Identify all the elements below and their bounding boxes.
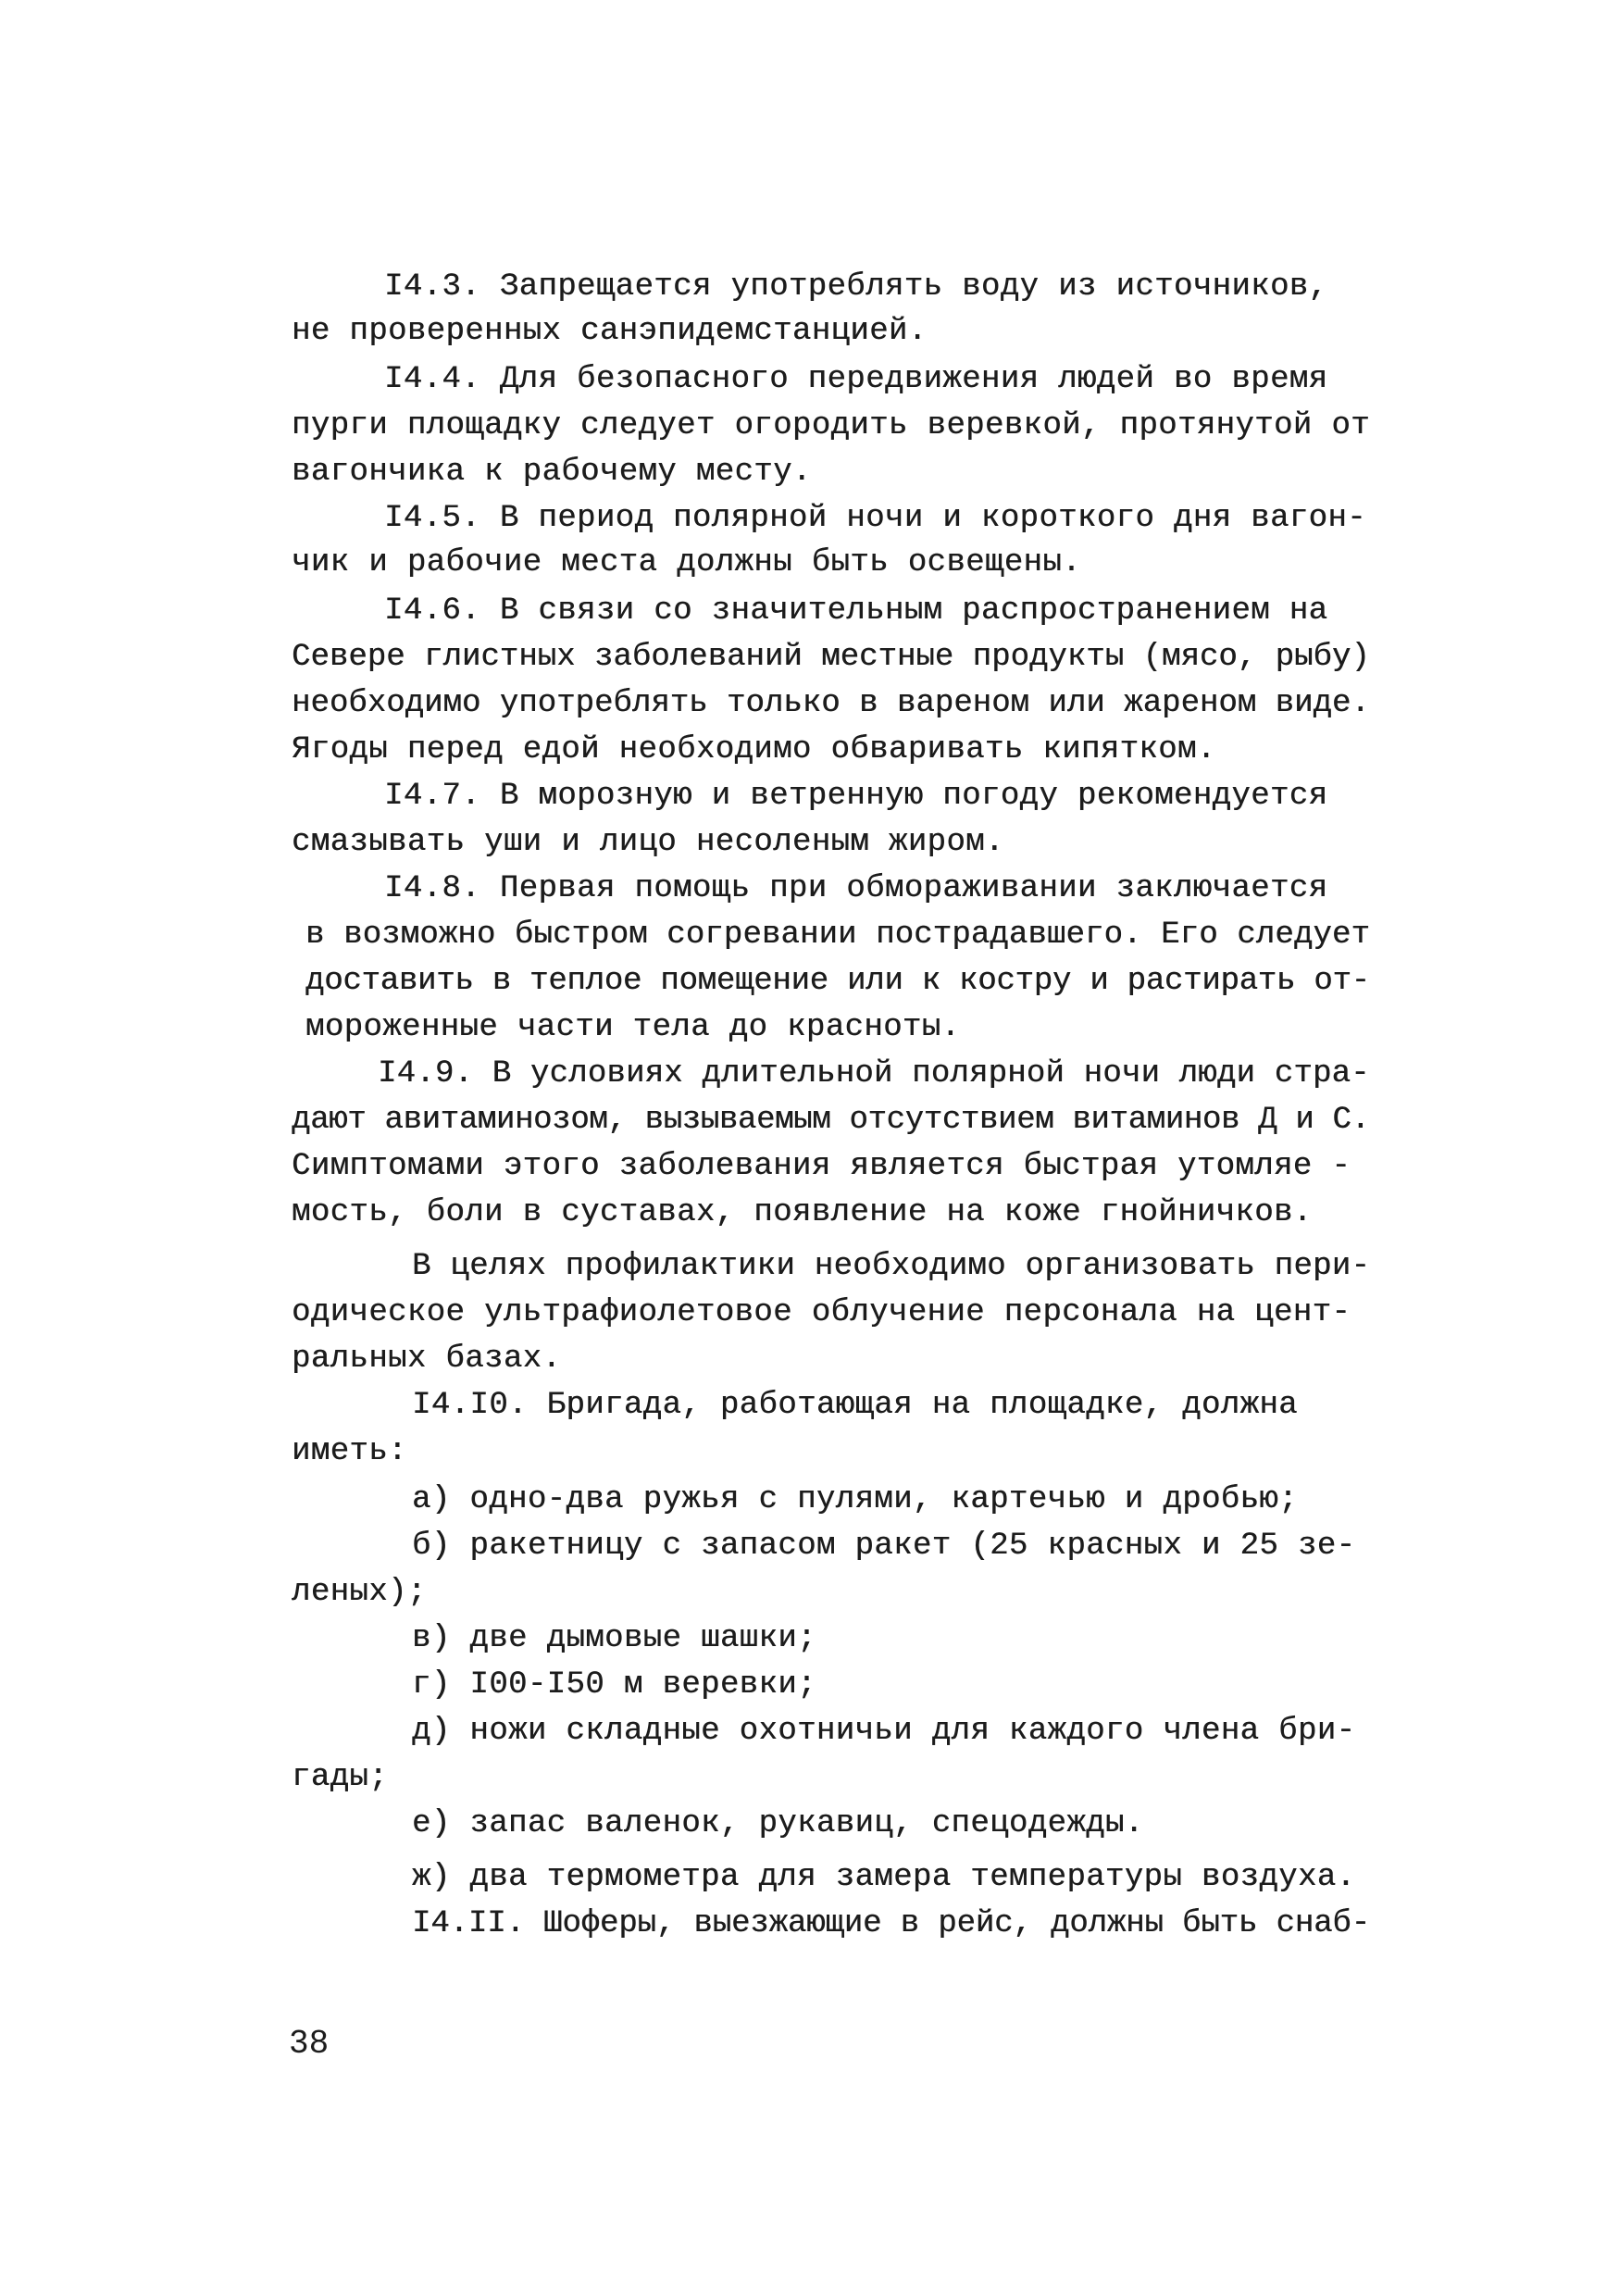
text-line: не проверенных санэпидемстанцией. [292,314,928,349]
text-line: г) I00-I50 м веревки; [412,1667,816,1703]
text-line: необходимо употреблять только в вареном или жареном виде. [292,686,1370,721]
text-line: д) ножи складные охотничьи для каждого члена бри- [412,1714,1356,1749]
text-line: е) запас валенок, рукавиц, спецодежды. [412,1806,1144,1841]
text-line: I4.8. Первая помощь при обмораживании заключается [384,871,1328,906]
text-line: мость, боли в суставах, появление на коже гнойничков. [292,1195,1313,1230]
text-line: смазывать уши и лицо несоленым жиром. [292,825,1004,860]
text-line: в) две дымовые шашки; [412,1621,816,1656]
text-line: I4.4. Для безопасного передвижения людей во время [384,362,1328,397]
text-line: I4.II. Шоферы, выезжающие в рейс, должны быть снаб- [412,1906,1370,1941]
text-line: иметь: [292,1434,407,1469]
text-line: гады; [292,1760,389,1795]
text-line: леных); [292,1575,427,1610]
text-line: в возможно быстром согревании пострадавшего. Его следует [305,917,1370,953]
text-line: ж) два термометра для замера температуры воздуха. [412,1860,1356,1895]
text-line: I4.6. В связи со значительным распространением на [384,593,1328,629]
text-line: б) ракетницу с запасом ракет (25 красных и 25 зе- [412,1529,1356,1564]
text-line: I4.3. Запрещается употреблять воду из источников, [384,269,1328,305]
text-line: мороженные части тела до красноты. [305,1010,961,1045]
text-line: Симптомами этого заболевания является быстрая утомляе - [292,1149,1351,1184]
text-line: Ягоды перед едой необходимо обваривать кипятком. [292,732,1216,767]
text-line: одическое ультрафиолетовое облучение персонала на цент- [292,1295,1351,1330]
text-line: вагончика к рабочему месту. [292,455,812,490]
text-line: I4.7. В морозную и ветренную погоду рекомендуется [384,779,1328,814]
text-line: ральных базах. [292,1341,562,1377]
text-line: I4.5. В период полярной ночи и короткого дня вагон- [384,501,1366,536]
text-line: I4.I0. Бригада, работающая на площадке, должна [412,1388,1298,1423]
text-line: В целях профилактики необходимо организовать пери- [412,1249,1371,1284]
text-line: Севере глистных заболеваний местные продукты (мясо, рыбу) [292,640,1370,675]
page-number: 38 [289,2025,330,2063]
text-line: пурги площадку следует огородить веревкой, протянутой от [292,408,1370,443]
text-line: доставить в теплое помещение или к костру и растирать от- [305,964,1370,999]
text-line: а) одно-два ружья с пулями, картечью и дробью; [412,1482,1298,1517]
text-line: дают авитаминозом, вызываемым отсутствием витаминов Д и С. [292,1103,1370,1138]
text-line: чик и рабочие места должны быть освещены. [292,545,1081,580]
text-line: I4.9. В условиях длительной полярной ночи люди стра- [378,1056,1370,1092]
